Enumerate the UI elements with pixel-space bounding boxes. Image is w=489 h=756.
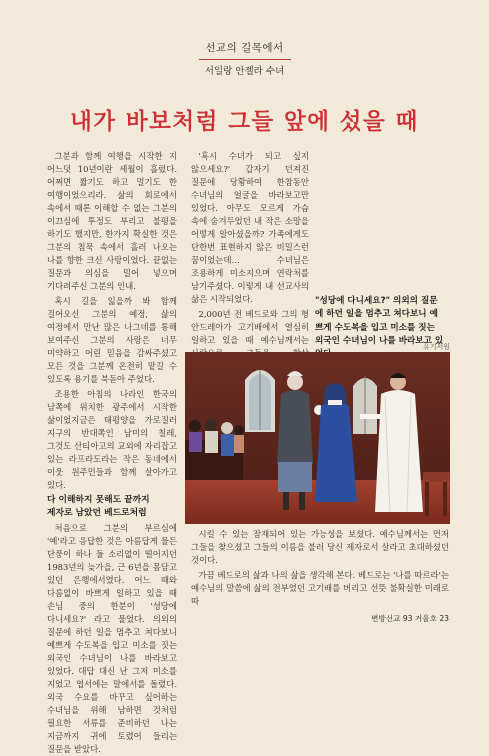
photo-caption: 유기서원 — [423, 343, 451, 351]
paragraph: 2,000년 전 베드로와 그의 형 안드레아가 고기배에서 열심히 일하고 있을 때 예수님께서는 — [191, 309, 309, 346]
page-footer: 변방선교 93 겨울호 23 — [371, 614, 449, 623]
vow-ceremony-photo — [185, 352, 450, 524]
subheading-line: 제자로 남았던 베드로처럼 — [47, 508, 147, 519]
kicker-rule — [199, 59, 291, 60]
article-headline: 내가 바보처럼 그들 앞에 섰을 때 — [70, 109, 419, 135]
church-ceremony-illustration — [185, 352, 450, 524]
paragraph: 시킬 수 있는 잠재되어 있는 가능성을 보셨다. 예수님께서는 먼저 그들을 찾으셨고 그들의 이름을 불러 당신 제자로서 살라고 초대하셨던 것이다. — [191, 529, 449, 566]
paragraph: 처음으로 그분의 부르심에 '예'라고 응답한 것은 아름답게 물든 단풍이 하나 둘 소리없이 떨어지던 1983년의 늦가을, 근 6년을 몸담고 있던 은행에서였다. 어느 때와 다름없이 바쁘게 일하고 있을 때 손님 중의 한분이 '성당에 다니세요?' 라고 물었다. 의외의 질문에 하던 일을 멈추고 쳐다보니 예쁘게 수도복을 입고 미소를 짓는 외국인 수녀님이 나를 바라보고 있었다. 대답 대신 난 그저 미소를 지었고 엽서에는 말에서를 돌렸다. 외국 수요를 바꾸고 싶어하는 수녀님을 위해 남하면 것처럼 필요한 서류를 준비하던 나는 지금까지 귀에 토렸어 들리는 질문을 받았다. — [47, 522, 177, 755]
subheading — [47, 494, 177, 520]
subheading-line: 다 이해하지 못해도 끝까지 — [47, 495, 150, 506]
left-column — [47, 150, 177, 755]
right-top-column — [191, 150, 309, 350]
paragraph: 혹시 길을 잃을까 봐 함께 걸어오신 그분의 예정, 삶의 여정에서 만난 많은 나그네를 통해 보여주신 그분의 사랑은 너무 미약하고 어린 믿음을 감싸주셨고 모든 것을 그분께 온전히 맡길 수 있도록 용기를 북돋아 주었다. — [47, 296, 177, 385]
paragraph: 조용한 아침의 나라인 한국의 남쪽에 위치한 광주에서 시작한 삶이었지금은 태평양을 가로질러 지구의 반대쪽인 남미의 칠레, 그것도 산티아고의 교외에 자리잡고 있는 라프라도라는 작은 동네에서 이웃 원주민들과 함께 살아가고 있다. — [47, 389, 177, 491]
paragraph: '혹시 수녀가 되고 싶지 않으세요?' 갑자기 던져진 질문에 당황하여 한참동안 수녀님의 얼굴을 바라보고만 있었다. 아무도 모르게 가슴 속에 숨겨두었던 내 작은 소망을 어떻게 알아셨을까? 가족에게도 단한번 표현하지 않은 비밀스런 꿈이었는데… 수녀님은 조용하게 미소지으며 연락처를 남기주셨다. 이렇게 내 선교사의 삶은 시작되었다. — [191, 151, 309, 305]
paragraph: 가끔 베드로의 삶과 나의 삶을 생각해 본다. 베드로는 '나를 따르라'는 예수님의 말씀에 삶의 전부였던 고기배를 버리고 선뜻 불확실한 미래로 따 — [191, 570, 449, 607]
article-header — [0, 40, 489, 77]
right-bottom-column — [191, 528, 449, 620]
pull-quote: "성당에 다니세요?" 의외의 질문에 하던 일을 멈추고 쳐다보니 예쁘게 수도복을 입고 미소를 짓는 외국인 수녀님이 나를 바라보고 있 — [315, 296, 444, 346]
paragraph: 그분과 함께 여행을 시작한 지 어느덧 10년이란 세월이 흘렀다. 어쩌면 짧기도 하고 멀기도 한 여행이었으리라. 삶의 회로에서 속에서 때론 이해할 수 없는 그분의 이끄심에 투정도 부리고 불평을 하기도 했지만, 한가지 확실한 것은 그분의 침묵 속에서 흘러 나오는 나를 향한 크신 사랑이었다. 끝없는 질문과 의심을 밀어 넣으며 기다려주신 그분의 인내. — [47, 151, 177, 292]
section-kicker: 선교의 길목에서 — [205, 42, 284, 54]
author-byline: 서일랑 안젤라 수녀 — [204, 66, 285, 77]
